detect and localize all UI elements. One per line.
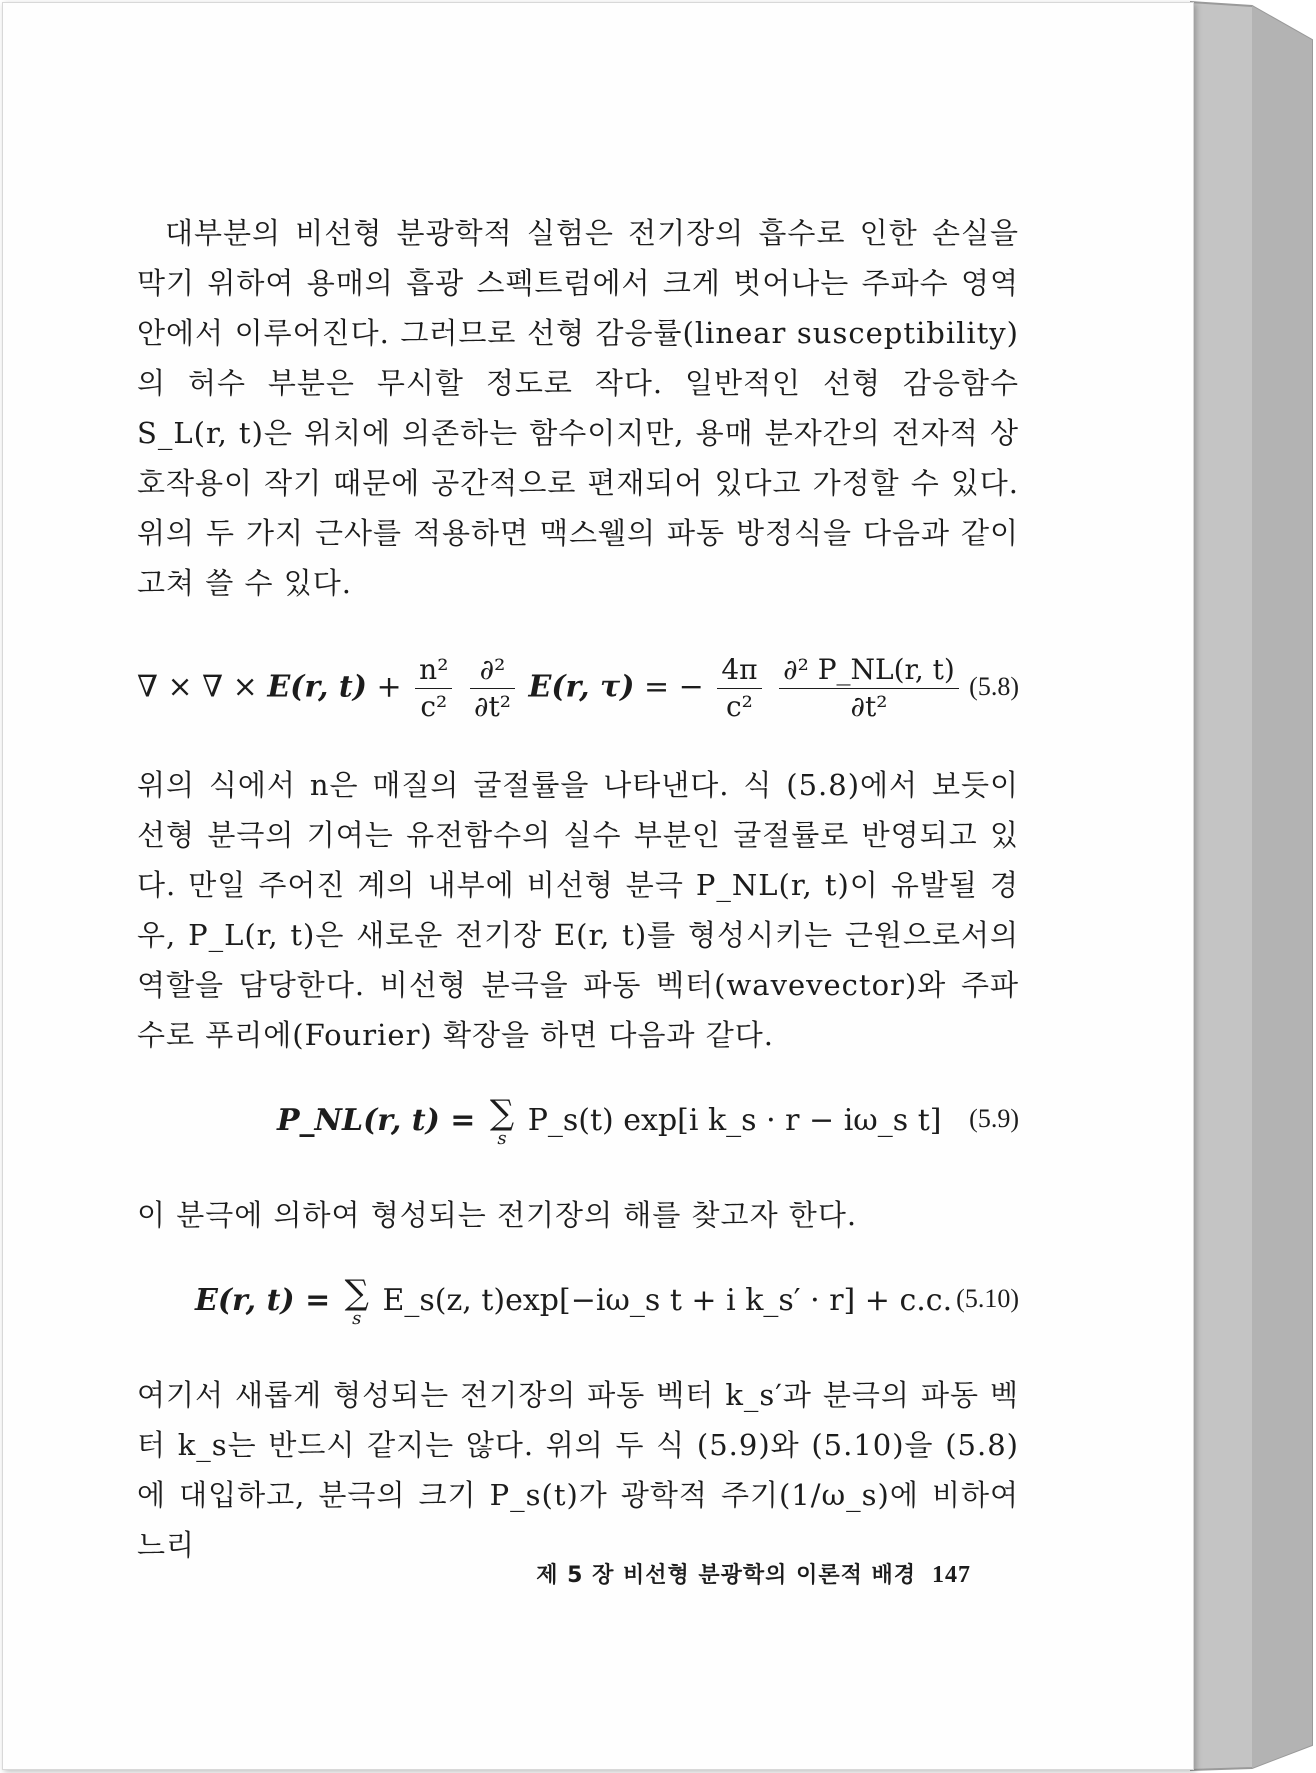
paragraph-2: 위의 식에서 n은 매질의 굴절률을 나타낸다. 식 (5.8)에서 보듯이 선형 분극의 기여는 유전함수의 실수 부분인 굴절률로 반영되고 있다. 만일 주어진 계의 내부에 비선형 분극 P_NL(r, t)이 유발될 경우, P_L(r, t)은 새로운 전기장 E(r, t)를 형성시키는 근원으로서의 역할을 담당한다. 비선형 분극을 파동 벡터(wavevector)와 주파수로 푸리에(Fourier) 확장을 하면 다음과 같다. — [137, 768, 1019, 1052]
paragraph-3: 이 분극에 의하여 형성되는 전기장의 해를 찾고자 한다. — [137, 1198, 858, 1232]
paragraph-4: 여기서 새롭게 형성되는 전기장의 파동 벡터 k_s′과 분극의 파동 벡터 k_s는 반드시 같지는 않다. 위의 두 식 (5.9)와 (5.10)을 (5.8)에 대입하고, 분극의 크기 P_s(t)가 광학적 주기(1/ω_s)에 비하여 느리 — [137, 1378, 1019, 1562]
equation-number: (5.8) — [969, 672, 1019, 701]
page-content — [137, 208, 1019, 1570]
running-footer — [3, 1558, 1193, 1589]
book-edge — [1190, 0, 1316, 1773]
equation-number: (5.10) — [956, 1284, 1019, 1313]
equation-5-9: P_NL(r, t) = ∑ s P_s(t) exp[i k_s · r − iω_s t] (5.9) — [277, 1093, 1019, 1149]
page — [2, 2, 1194, 1770]
equation-5-10: E(r, t) = ∑ s E_s(z, t)exp[−iω_s t + i k_s′ · r] + c.c. (5.10) — [195, 1273, 1019, 1329]
paragraph-1: 대부분의 비선형 분광학적 실험은 전기장의 흡수로 인한 손실을 막기 위하여 용매의 흡광 스펙트럼에서 크게 벗어나는 주파수 영역 안에서 이루어진다. 그러므로 선형 감응률(linear susceptibility)의 허수 부분은 무시할 정도로 작다. 일반적인 선형 감응함수 S_L(r, t)은 위치에 의존하는 함수이지만, 용매 분자간의 전자적 상호작용이 작기 때문에 공간적으로 편재되어 있다고 가정할 수 있다. 위의 두 가지 근사를 적용하면 맥스웰의 파동 방정식을 다음과 같이 고쳐 쓸 수 있다. — [137, 216, 1019, 600]
equation-number: (5.9) — [969, 1104, 1019, 1133]
page-number: 147 — [932, 1562, 971, 1588]
equation-5-8: ∇ × ∇ × E(r, t) + $\frac{\text{n²}}{\text{c²}}$ $\frac{\text{∂²}}{\text{∂t²}}$ E(r, τ) = − $\frac{4\pi}{\text{c²}}$ $\frac{\text{∂² P\_NL(r, t)}}{\text{∂t²}}$ (5.8) — [137, 653, 1019, 723]
chapter-title: 제 5 장 비선형 분광학의 이론적 배경 — [536, 1563, 916, 1588]
